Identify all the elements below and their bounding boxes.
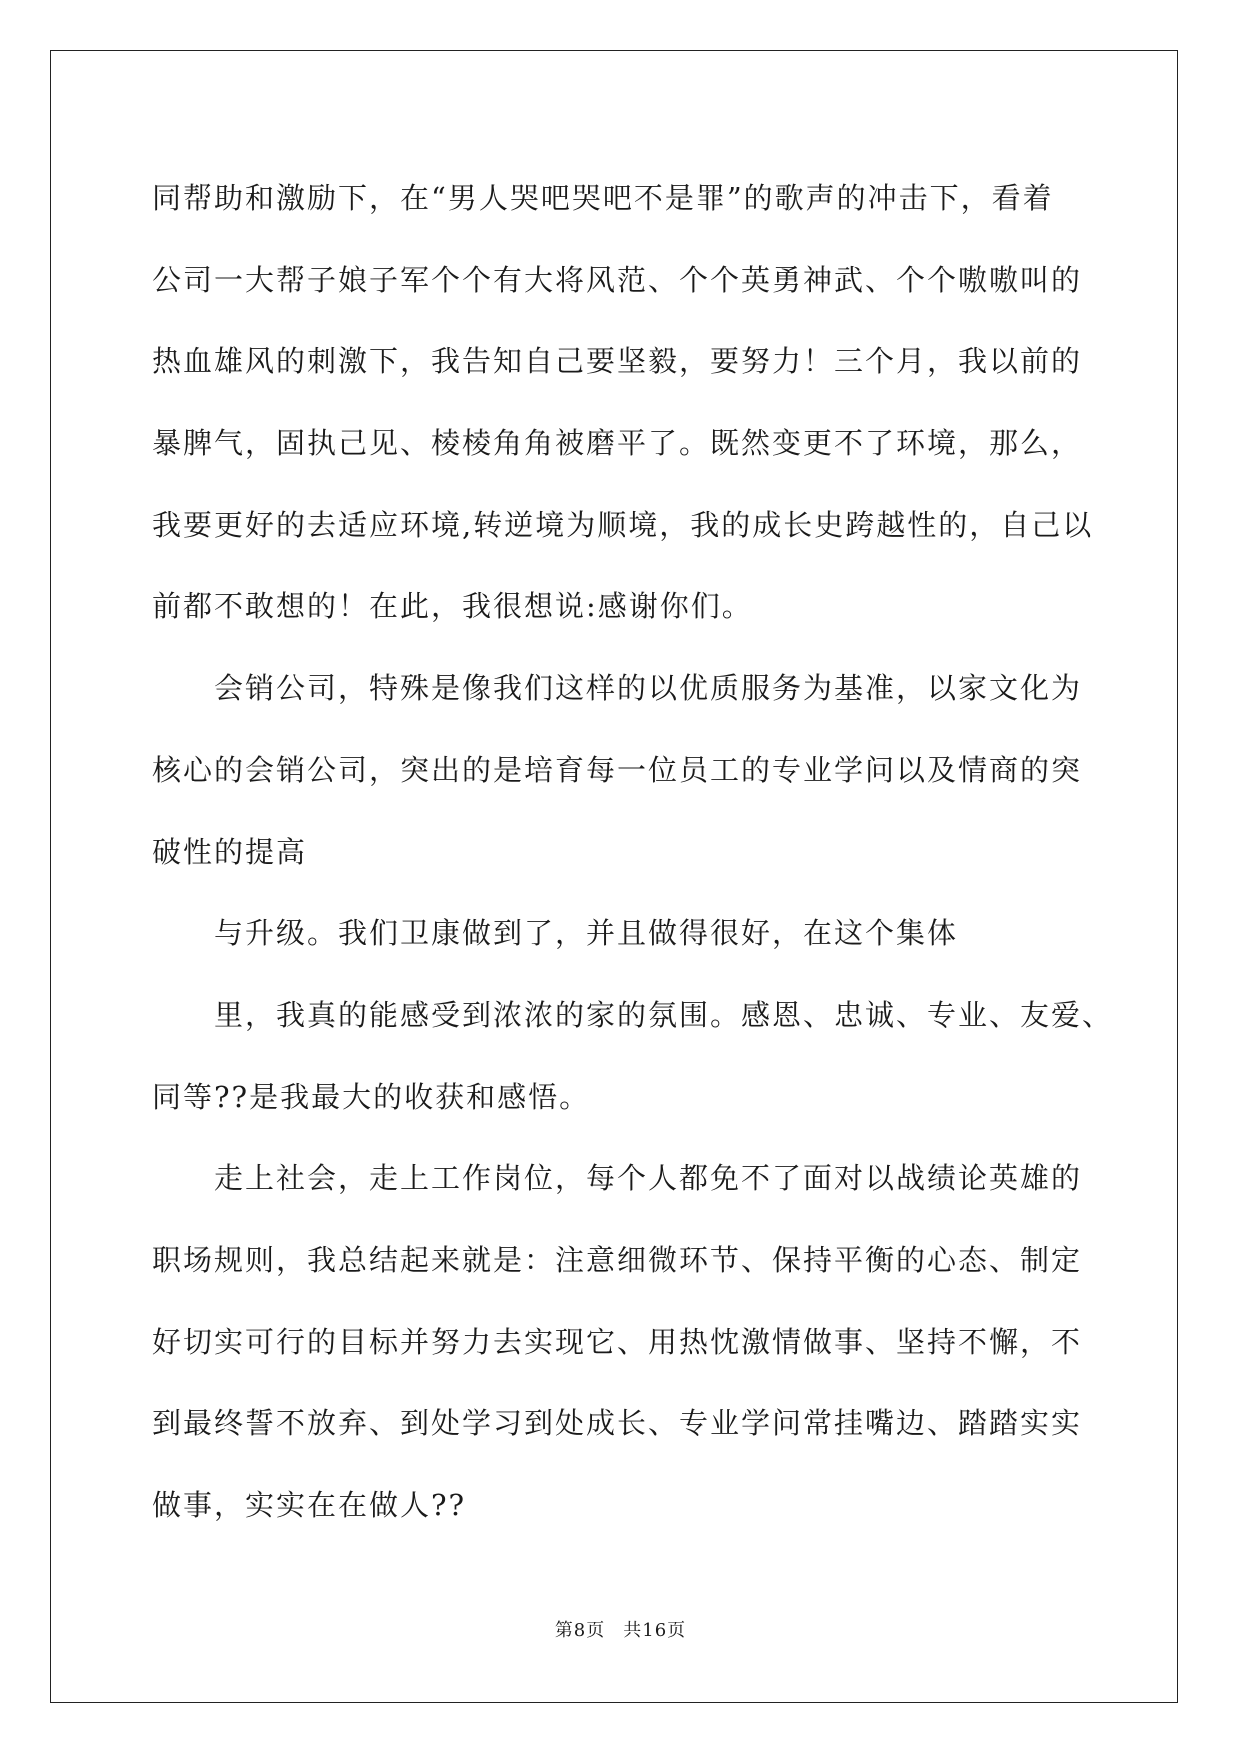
document-body [152, 158, 1114, 1547]
text-line: 同帮助和激励下，在“男人哭吧哭吧不是罪”的歌声的冲击下，看着 [152, 181, 1054, 215]
text-line: 同等??是我最大的收获和感悟。 [152, 1079, 591, 1114]
text-line: 我要更好的去适应环境,转逆境为顺境，我的成长史跨越性的，自己以 [152, 507, 1094, 542]
page-total: 共16页 [623, 1620, 687, 1641]
text-line: 会销公司，特殊是像我们这样的以优质服务为基准，以家文化为 [214, 671, 1083, 706]
text-line: 核心的会销公司，突出的是培育每一位员工的专业学问以及情商的突 [152, 752, 1083, 787]
page-number: 第8页 [554, 1620, 606, 1641]
text-line: 与升级。我们卫康做到了，并且做得很好，在这个集体 [214, 916, 959, 951]
text-line: 职场规则，我总结起来就是：注意细微环节、保持平衡的心态、制定 [152, 1242, 1083, 1277]
page-footer [0, 1616, 1241, 1642]
text-line: 公司一大帮子娘子军个个有大将风范、个个英勇神武、个个嗷嗷叫的 [152, 262, 1083, 297]
text-line: 走上社会，走上工作岗位，每个人都免不了面对以战绩论英雄的 [214, 1161, 1083, 1196]
text-line: 里，我真的能感受到浓浓的家的氛围。感恩、忠诚、专业、友爱、 [214, 997, 1114, 1032]
text-line: 好切实可行的目标并努力去实现它、用热忱激情做事、坚持不懈，不 [152, 1324, 1083, 1359]
text-line: 暴脾气，固执己见、棱棱角角被磨平了。既然变更不了环境，那么， [152, 426, 1083, 461]
text-line: 前都不敢想的！在此，我很想说:感谢你们。 [152, 589, 753, 624]
text-line: 做事，实实在在做人?? [152, 1488, 467, 1522]
text-line: 到最终誓不放弃、到处学习到处成长、专业学问常挂嘴边、踏踏实实 [152, 1406, 1083, 1441]
text-line: 破性的提高 [152, 834, 308, 869]
text-line: 热血雄风的刺激下，我告知自己要坚毅，要努力！三个月，我以前的 [152, 344, 1083, 379]
